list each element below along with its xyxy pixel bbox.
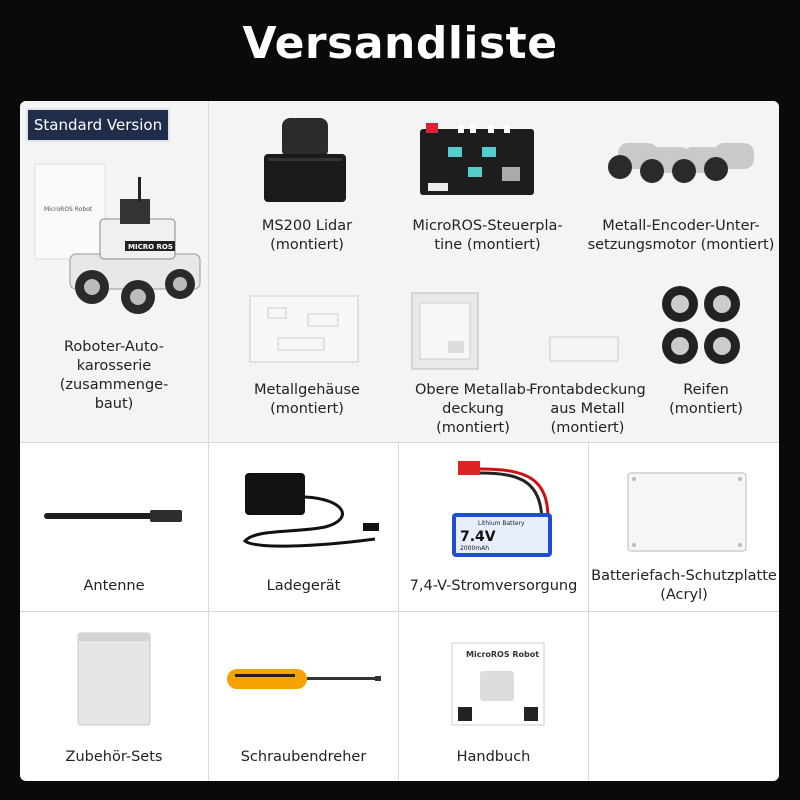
accessory-bag-image <box>76 631 152 727</box>
metal-housing-image <box>248 294 360 364</box>
divider <box>588 443 589 781</box>
item-label-antenna: Antenne <box>83 578 145 594</box>
tires-image <box>660 284 744 368</box>
item-label-lidar: MS200 Lidar (montiert) <box>261 218 353 253</box>
item-label-tires: Reifen (montiert) <box>669 382 743 417</box>
item-label-charger: Ladegerät <box>266 578 341 594</box>
battery-label-3: 2000mAh <box>460 545 490 552</box>
item-label-manual: Handbuch <box>456 749 531 765</box>
item-label-motor: Metall-Encoder-Unter- setzungsmotor (montiert) <box>587 218 775 253</box>
item-label-top-cover: Obere Metallab- deckung (montiert) <box>414 382 532 436</box>
item-label-screwdriver: Schraubendreher <box>240 749 367 765</box>
front-cover-image <box>548 333 620 365</box>
item-label-battery-plate: Batteriefach-Schutzplatte (Acryl) <box>591 568 777 603</box>
lidar-image <box>260 116 350 206</box>
battery-image <box>448 459 563 559</box>
version-badge: Standard Version <box>26 108 170 142</box>
divider <box>208 101 209 442</box>
motor-image <box>604 133 764 193</box>
robot-box-text: MicroROS Robot <box>44 206 93 213</box>
item-label-robot-body: Roboter-Auto- karosserie (zusammenge- baut) <box>59 339 169 412</box>
item-label-accessories: Zubehör-Sets <box>65 749 163 765</box>
shipping-list-card <box>20 101 779 781</box>
manual-image <box>450 641 546 727</box>
robot-body-image <box>30 159 205 324</box>
top-cover-image <box>410 291 480 371</box>
item-label-front-cover: Frontabdeckung aus Metall (montiert) <box>529 382 646 436</box>
manual-title-text: MicroROS Robot <box>466 650 540 659</box>
battery-label-2: 7.4V <box>460 529 496 545</box>
screwdriver-image <box>225 664 385 694</box>
page-title: Versandliste <box>242 18 558 69</box>
divider <box>398 443 399 781</box>
divider <box>20 611 779 612</box>
control-board-image <box>418 123 536 199</box>
item-label-battery: 7,4-V-Stromversorgung <box>409 578 578 594</box>
battery-plate-image <box>626 471 748 553</box>
antenna-image <box>42 506 182 526</box>
battery-label-1: Lithium Battery <box>478 520 525 527</box>
divider <box>208 443 209 781</box>
robot-plate-text: MICRO ROS <box>128 243 173 251</box>
charger-image <box>235 469 385 554</box>
divider <box>20 442 779 443</box>
item-label-metal-housing: Metallgehäuse (montiert) <box>254 382 360 417</box>
item-label-control-board: MicroROS-Steuerpla- tine (montiert) <box>412 218 563 253</box>
